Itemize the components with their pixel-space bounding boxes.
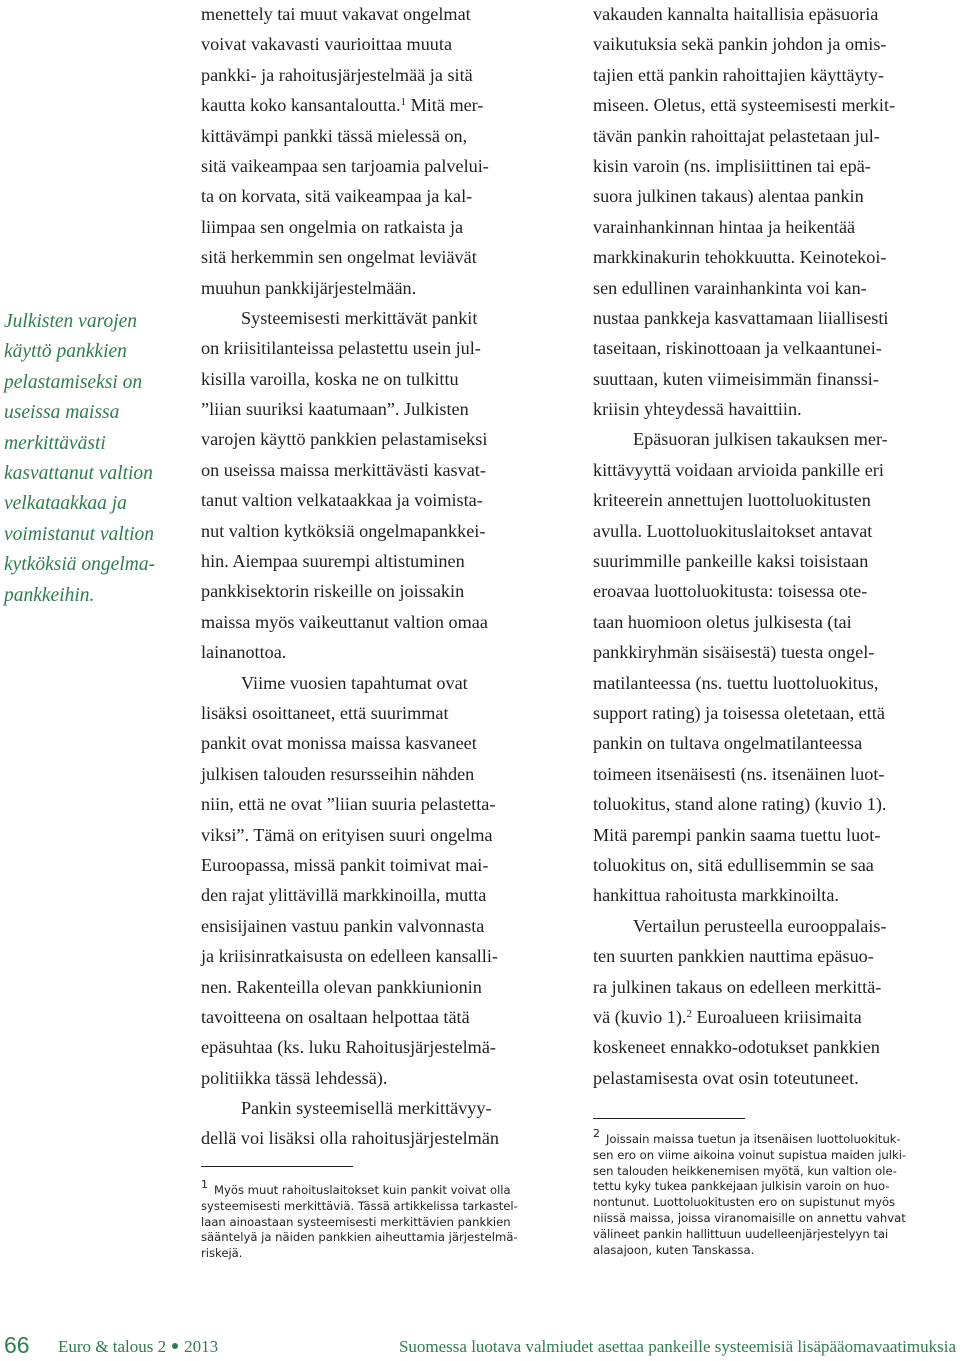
text-line-content: taan huomioon oletus julkisesta (tai <box>593 611 852 632</box>
text-line-content: vä (kuvio 1). <box>593 1006 687 1027</box>
footnote-reference: 1 <box>400 96 407 109</box>
footnote-text: nontunut. Luottoluokitusten ero on supistunut myös <box>593 1195 896 1210</box>
text-line <box>593 880 955 910</box>
text-line <box>593 29 955 59</box>
text-line <box>593 60 955 90</box>
text-line <box>593 121 955 151</box>
text-line <box>201 181 563 211</box>
text-line <box>593 972 955 1002</box>
text-line-content: muuhun pankkijärjestelmään. <box>201 277 417 298</box>
text-line <box>593 789 955 819</box>
text-line-content: nut valtion kytköksiä ongelmapankkei- <box>201 520 486 541</box>
text-line-content: miseen. Oletus, että systeemisesti merkit- <box>593 95 896 116</box>
text-line-content: kisilla varoilla, koska ne on tulkittu <box>201 368 459 389</box>
text-line <box>201 698 563 728</box>
text-line-content: maissa myös vaikeuttanut valtion omaa <box>201 611 488 632</box>
footnote-text: Joissain maissa tuetun ja itsenäisen luottoluokituk- <box>606 1132 901 1146</box>
footnote-line <box>593 1195 955 1211</box>
text-line-content: pankki- ja rahoitusjärjestelmää ja sitä <box>201 64 473 85</box>
text-line <box>201 424 563 454</box>
footnote-text: välineet pankin hallittuun uudelleenjärjestelyyn tai <box>593 1226 889 1241</box>
text-line-content: nustaa pankkeja kasvattamaan liiallisesti <box>593 307 889 328</box>
text-line-content: kautta koko kansantaloutta. <box>201 95 401 116</box>
footnote-text: sen ero on viime aikoina voinut supistua maiden julki- <box>593 1147 907 1162</box>
text-line <box>201 242 563 272</box>
text-line-content: hankittua rahoitusta markkinoilta. <box>593 885 839 906</box>
text-line <box>593 242 955 272</box>
footnote-1-rule <box>201 1166 353 1167</box>
text-line <box>593 668 955 698</box>
footnote-line <box>201 1230 563 1246</box>
text-line-content: tajien että pankin rahoittajien käyttäyty- <box>593 64 884 85</box>
text-line-content: taseitaan, riskinottoaan ja velkaantunei- <box>593 338 882 359</box>
text-line <box>201 60 563 90</box>
footnote-text: sääntelyä ja näiden pankkien aiheuttamia järjestelmä- <box>201 1230 518 1245</box>
text-line <box>201 607 563 637</box>
text-line <box>593 698 955 728</box>
text-line <box>201 1032 563 1062</box>
text-line-content: eroavaa luottoluokitusta: toisessa ote- <box>593 581 868 602</box>
publication-info <box>58 1333 218 1361</box>
text-line <box>593 333 955 363</box>
footnote-text: sen talouden heikkenemisen myötä, kun valtion ole- <box>593 1163 897 1178</box>
text-line-content: pankkiryhmän sisäisestä) tuesta ongel- <box>593 642 875 663</box>
text-line <box>201 759 563 789</box>
text-line-content: ten suurten pankkien nauttima epäsuo- <box>593 946 874 967</box>
text-line-content: tävän pankin rahoittajat pelastetaan jul- <box>593 125 880 146</box>
text-line <box>201 90 563 120</box>
text-line-content: liimpaa sen ongelmia on ratkaista ja <box>201 216 464 237</box>
text-line-content: pankit ovat monissa maissa kasvaneet <box>201 733 477 754</box>
text-line-content: tanut valtion velkataakkaa ja voimista- <box>201 490 483 511</box>
text-line <box>593 303 955 333</box>
text-line-content: pankin on tultava ongelmatilanteessa <box>593 733 863 754</box>
text-line <box>201 394 563 424</box>
text-line-content: pelastamisesta ovat osin toteutuneet. <box>593 1067 859 1088</box>
text-line <box>201 455 563 485</box>
text-line <box>201 1002 563 1032</box>
footnote-text: alasajoon, kuten Tanskassa. <box>593 1242 755 1257</box>
middle-column <box>201 0 563 1154</box>
text-line-content: nen. Rakenteilla olevan pankkiunionin <box>201 976 482 997</box>
text-line-content: sitä vaikeampaa sen tarjoamia palvelui- <box>201 155 489 176</box>
text-line <box>593 516 955 546</box>
text-line <box>593 850 955 880</box>
footnote-text: Myös muut rahoituslaitokset kuin pankit voivat olla <box>214 1183 511 1197</box>
text-line <box>593 0 955 29</box>
text-line-content: ra julkinen takaus on edelleen merkittä- <box>593 976 882 997</box>
text-line <box>201 1063 563 1093</box>
text-line <box>201 303 563 333</box>
text-line-content: viksi”. Tämä on erityisen suuri ongelma <box>201 824 493 845</box>
publication-year: 2013 <box>184 1337 219 1356</box>
footnote-line <box>201 1246 563 1262</box>
footnote-line <box>593 1164 955 1180</box>
text-line <box>593 212 955 242</box>
text-line <box>201 364 563 394</box>
text-line-content: kittävämpi pankki tässä mielessä on, <box>201 125 468 146</box>
text-line-content: Mitä parempi pankin saama tuettu luot- <box>593 824 881 845</box>
text-line <box>201 121 563 151</box>
footnote-line <box>201 1199 563 1215</box>
text-line-content: matilanteessa (ns. tuettu luottoluokitus, <box>593 672 879 693</box>
text-line-content: ”liian suuriksi kaatumaan”. Julkisten <box>201 399 469 420</box>
text-line <box>201 972 563 1002</box>
footnote-marker: 2 <box>593 1127 600 1140</box>
text-line <box>593 820 955 850</box>
footnote-2 <box>593 1127 955 1258</box>
text-line <box>593 151 955 181</box>
text-line-content: markkinakurin tehokkuutta. Keinotekoi- <box>593 247 887 268</box>
text-line <box>593 181 955 211</box>
footnote-text: laan ainoastaan systeemisesti merkittävien pankkien <box>201 1214 511 1229</box>
text-line-content: politiikka tässä lehdessä). <box>201 1067 388 1088</box>
text-line <box>201 151 563 181</box>
text-line <box>201 485 563 515</box>
footnote-reference: 2 <box>686 1007 692 1020</box>
text-line-content: Viime vuosien tapahtumat ovat <box>241 672 468 693</box>
text-line-content: kriisin yhteydessä havaittiin. <box>593 399 802 420</box>
text-line-content: support rating) ja toisessa oletetaan, että <box>593 702 885 723</box>
text-line-content: julkisen talouden resursseihin nähden <box>201 763 475 784</box>
text-line-content: lainanottoa. <box>201 642 287 663</box>
text-line <box>593 637 955 667</box>
footnote-text: niissä maissa, joissa viranomaisille on annettu vahvat <box>593 1210 906 1225</box>
text-line <box>201 29 563 59</box>
text-line-content: Pankin systeemisellä merkittävyy- <box>241 1098 492 1119</box>
text-line-content: ja kriisinratkaisusta on edelleen kansalli- <box>201 946 498 967</box>
text-line-content: koskeneet ennakko-odotukset pankkien <box>593 1037 880 1058</box>
page-footer <box>0 1330 960 1360</box>
text-line-content: hin. Aiempaa suurempi altistuminen <box>201 551 465 572</box>
margin-pull-quote: Julkisten varojen käyttö pankkien pelastamiseksi on useissa maissa merkittävästi kasvattanut valtion velkataakkaa ja voimistanut valtion kytköksiä ongelma-pankkeihin. <box>4 311 156 606</box>
footnote-line <box>593 1211 955 1227</box>
text-line <box>201 637 563 667</box>
text-line-content: suurimmille pankeille kaksi toisistaan <box>593 551 869 572</box>
footnote-1 <box>201 1178 563 1262</box>
text-line <box>201 273 563 303</box>
text-line-content: varojen käyttö pankkien pelastamiseksi <box>201 429 488 450</box>
text-line-content: voivat vakavasti vaurioittaa muuta <box>201 34 453 55</box>
footnote-line <box>593 1148 955 1164</box>
text-line <box>593 728 955 758</box>
text-line-content: on useissa maissa merkittävästi kasvat- <box>201 459 486 480</box>
text-line <box>201 789 563 819</box>
text-line-content: kisin varoin (ns. implisiittinen tai epä- <box>593 155 871 176</box>
footnote-line <box>201 1215 563 1231</box>
text-line <box>201 668 563 698</box>
text-line <box>593 911 955 941</box>
text-line <box>201 0 563 29</box>
footnote-2-rule <box>593 1118 745 1119</box>
text-line-content: lisäksi osoittaneet, että suurimmat <box>201 702 449 723</box>
text-line-content: Euroopassa, missä pankit toimivat mai- <box>201 854 489 875</box>
footnote-marker: 1 <box>201 1178 208 1191</box>
right-column <box>593 0 955 1093</box>
text-line <box>201 1123 563 1153</box>
footnote-text: systeemisesti merkittäviä. Tässä artikkelissa tarkastel- <box>201 1198 518 1213</box>
text-line <box>201 728 563 758</box>
text-line <box>593 1032 955 1062</box>
text-line-continuation: Mitä mer- <box>406 95 484 116</box>
text-line-content: toluokitus on, sitä edullisemmin se saa <box>593 854 874 875</box>
footnote-line <box>593 1243 955 1259</box>
text-line <box>201 850 563 880</box>
text-line <box>201 820 563 850</box>
text-line-content: den rajat ylittävillä markkinoilla, mutta <box>201 885 487 906</box>
text-line <box>593 607 955 637</box>
text-line-content: kittävyyttä voidaan arvioida pankille eri <box>593 459 884 480</box>
text-line <box>593 424 955 454</box>
text-line <box>593 394 955 424</box>
text-line-content: suuttaan, kuten viimeisimmän finanssi- <box>593 368 879 389</box>
footnote-line <box>201 1178 563 1199</box>
footnote-text: tettu kyky tukea pankkejaan julkisin varoin on huo- <box>593 1179 890 1194</box>
text-line-content: vaikutuksia sekä pankin johdon ja omis- <box>593 34 887 55</box>
text-line <box>593 576 955 606</box>
publication-name: Euro & talous 2 <box>58 1337 167 1356</box>
text-line <box>593 1063 955 1093</box>
text-line-content: Vertailun perusteella eurooppalais- <box>633 915 887 936</box>
text-line <box>593 941 955 971</box>
text-line-content: niin, että ne ovat ”liian suuria pelastetta- <box>201 794 496 815</box>
text-line <box>201 880 563 910</box>
text-line-content: on kriisitilanteissa pelastettu usein jul- <box>201 338 481 359</box>
footnote-line <box>593 1179 955 1195</box>
text-line <box>201 546 563 576</box>
text-line-continuation: Euroalueen kriisimaita <box>691 1006 862 1027</box>
text-line <box>593 546 955 576</box>
text-line-content: toimeen itsenäisesti (ns. itsenäinen luot- <box>593 763 885 784</box>
text-line-content: pankkisektorin riskeille on joissakin <box>201 581 465 602</box>
text-line-content: toluokitus, stand alone rating) (kuvio 1). <box>593 794 887 815</box>
text-line <box>593 759 955 789</box>
text-line-content: sitä herkemmin sen ongelmat leviävät <box>201 247 477 268</box>
text-line-content: varainhankinnan hintaa ja heikentää <box>593 216 856 237</box>
text-line-content: ta on korvata, sitä vaikeampaa ja kal- <box>201 186 473 207</box>
text-line <box>201 941 563 971</box>
text-line <box>593 273 955 303</box>
text-line-content: dellä voi lisäksi olla rahoitusjärjestelmän <box>201 1128 499 1149</box>
text-line <box>593 90 955 120</box>
text-line <box>593 1002 955 1032</box>
text-line-content: Systeemisesti merkittävät pankit <box>241 307 478 328</box>
text-line-content: epäsuhtaa (ks. luku Rahoitusjärjestelmä- <box>201 1037 496 1058</box>
bullet-dot-icon <box>172 1343 178 1349</box>
text-line-content: vakauden kannalta haitallisia epäsuoria <box>593 4 879 24</box>
text-line-content: avulla. Luottoluokituslaitokset antavat <box>593 520 873 541</box>
text-line <box>201 333 563 363</box>
text-line-content: Epäsuoran julkisen takauksen mer- <box>633 429 888 450</box>
text-line <box>593 485 955 515</box>
footnote-text: riskejä. <box>201 1246 243 1261</box>
article-title: Suomessa luotava valmiudet asettaa pankeille systeemisiä lisäpääomavaatimuksia <box>398 1337 956 1356</box>
footnote-line <box>593 1127 955 1148</box>
text-line <box>201 1093 563 1123</box>
footnote-line <box>593 1227 955 1243</box>
text-line <box>593 455 955 485</box>
text-line <box>201 212 563 242</box>
text-line-content: tavoitteena on osaltaan helpottaa tätä <box>201 1006 470 1027</box>
text-line-content: sen edullinen varainhankinta voi kan- <box>593 277 867 298</box>
text-line <box>593 364 955 394</box>
text-line-content: menettely tai muut vakavat ongelmat <box>201 4 471 24</box>
text-line <box>201 516 563 546</box>
text-line <box>201 576 563 606</box>
text-line-content: suora julkinen takaus) alentaa pankin <box>593 186 864 207</box>
page-number: 66 <box>4 1332 30 1358</box>
text-line-content: ensisijainen vastuu pankin valvonnasta <box>201 915 485 936</box>
text-line-content: kriteerein annettujen luottoluokitusten <box>593 490 871 511</box>
text-line <box>201 911 563 941</box>
